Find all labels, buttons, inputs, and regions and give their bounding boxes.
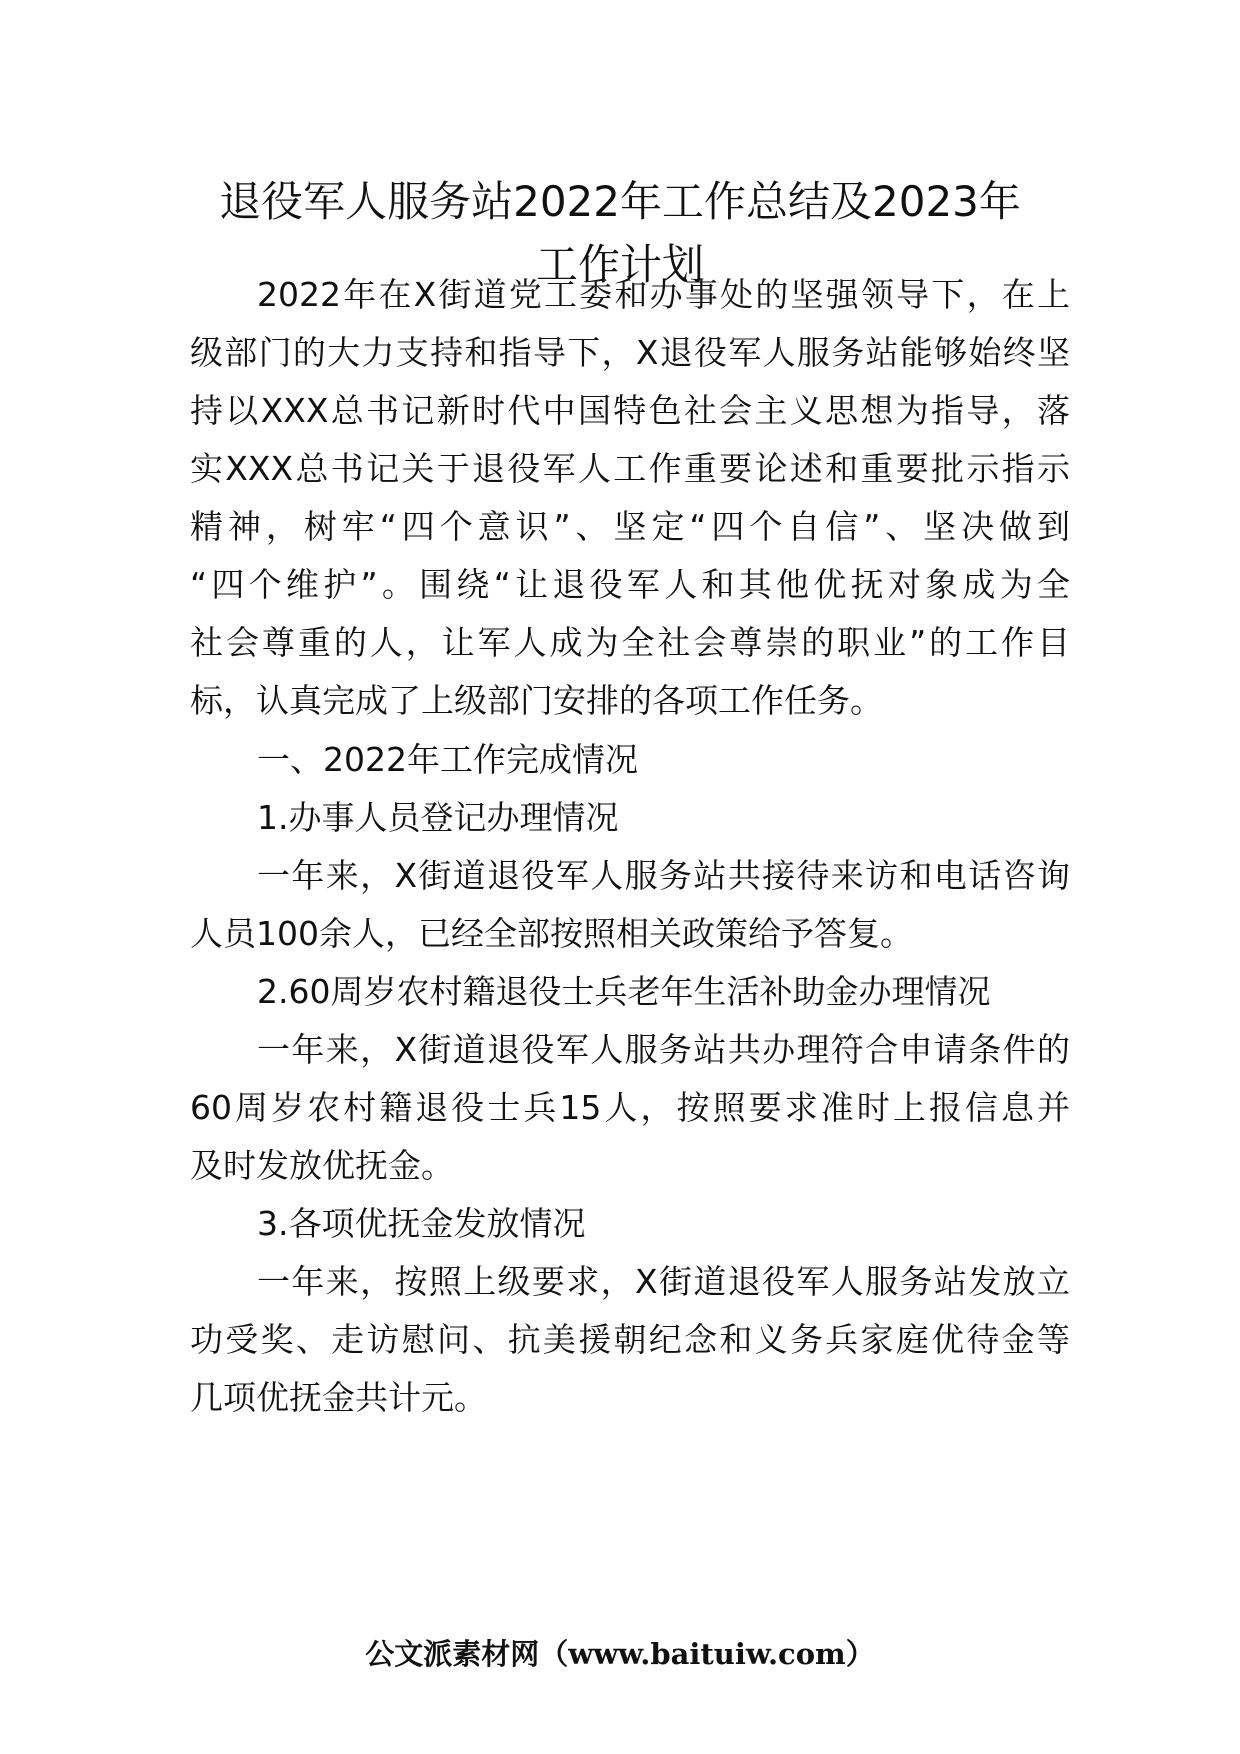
body-line: 一年来，X街道退役军人服务站共办理符合申请条件的 (257, 1030, 1070, 1069)
footer-watermark: 公文派素材网（www.baituiw.com） (365, 1637, 875, 1671)
body-line: 60周岁农村籍退役士兵15人，按照要求准时上报信息并 (190, 1088, 1070, 1127)
body-line: 及时发放优抚金。 (190, 1146, 454, 1185)
body-line: 一年来，X街道退役军人服务站共接待来访和电话咨询 (257, 856, 1070, 895)
body-line: 几项优抚金共计元。 (190, 1378, 487, 1417)
subsection-heading: 3.各项优抚金发放情况 (257, 1204, 586, 1243)
body-line: 实XXX总书记关于退役军人工作重要论述和重要批示指示 (190, 449, 1070, 488)
subsection-heading: 2.60周岁农村籍退役士兵老年生活补助金办理情况 (257, 972, 991, 1011)
body-line: “四个维护”。围绕“让退役军人和其他优抚对象成为全 (190, 565, 1070, 604)
body-line: 功受奖、走访慰问、抗美援朝纪念和义务兵家庭优待金等 (190, 1320, 1070, 1359)
body-line: 2022年在X街道党工委和办事处的坚强领导下，在上 (257, 275, 1070, 314)
body-line: 一年来，按照上级要求，X街道退役军人服务站发放立 (257, 1262, 1070, 1301)
body-line: 精神，树牢“四个意识”、坚定“四个自信”、坚决做到 (190, 507, 1070, 546)
body-line: 人员100余人，已经全部按照相关政策给予答复。 (190, 914, 913, 953)
body-line: 持以XXX总书记新时代中国特色社会主义思想为指导，落 (190, 391, 1070, 430)
body-line: 标，认真完成了上级部门安排的各项工作任务。 (190, 681, 883, 720)
document-title-line-2: 工作计划 (535, 240, 704, 289)
section-heading: 一、2022年工作完成情况 (257, 740, 638, 779)
body-line: 社会尊重的人，让军人成为全社会尊崇的职业”的工作目 (190, 623, 1070, 662)
body-line: 级部门的大力支持和指导下，X退役军人服务站能够始终坚 (190, 333, 1070, 372)
subsection-heading: 1.办事人员登记办理情况 (257, 798, 619, 837)
document-title-line-1: 退役军人服务站2022年工作总结及2023年 (219, 177, 1021, 226)
